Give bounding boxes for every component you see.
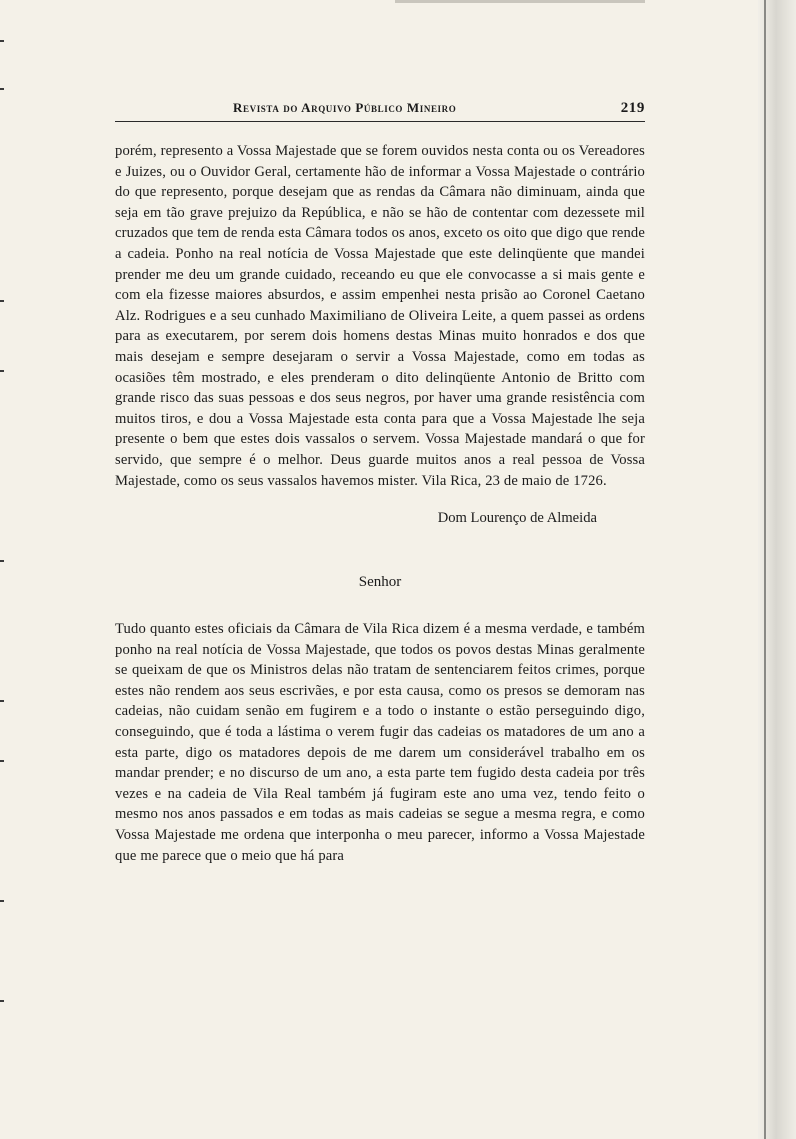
running-head <box>115 100 645 121</box>
scan-left-edge <box>0 0 6 1139</box>
letter-1-body: porém, represento a Vossa Majestade que se forem ouvidos nesta conta ou os Vereadores e Juizes, ou o Ouvidor Geral, certamente hão de informar a Vossa Majestade o contrário do que represento, porque desejam que as rendas da Câmara não diminuam, ainda que seja em tão grave prejuizo da República, e não se hão de contentar com dezessete mil cruzados que tem de renda esta Câmara todos os anos, exceto os oito que digo que rende a cadeia. Ponho na real notícia de Vossa Majestade que este delinqüente que mandei prender me deu um grande cuidado, receando eu que ele convocasse a si mais gente e com ela fizesse maiores absurdos, e assim empenhei nesta prisão ao Coronel Caetano Alz. Rodrigues e a seu cunhado Maximiliano de Oliveira Leite, a quem passei as ordens para as executarem, por serem dois homens destas Minas muito honrados e dos que mais desejam e sempre desejaram o servir a Vossa Majestade, como em todas as ocasiões têm mostrado, e eles prenderam o dito delinqüente Antonio de Britto com grande risco das suas pessoas e dos seus negros, por haver uma grande resistência com muitos tiros, e dou a Vossa Majestade esta conta para que a Vossa Majestade lhe seja presente o bem que estes dois vassalos o servem. Vossa Majestade mandará o que for servido, que sempre é o melhor. Deus guarde muitos anos a real pessoa de Vossa Majestade, como os seus vassalos havemos mister. Vila Rica, 23 de maio de 1726. <box>115 143 645 489</box>
header-rule <box>115 121 645 122</box>
journal-title: Revista do Arquivo Público Mineiro <box>233 100 457 115</box>
letter-2-body: Tudo quanto estes oficiais da Câmara de Vila Rica dizem é a mesma verdade, e também ponho na real notícia de Vossa Majestade, que todos os povos destas Minas geralmente se queixam de que os Ministros delas não tratam de sentenciarem feitos crimes, porque estes não rendem aos seus escrivães, e por esta causa, como os presos se demoram nas cadeias, não cuidam senão em fugirem e a todo o instante o estão perseguindo digo, conseguindo, que é toda a lástima o verem fugir das cadeias os matadores de um ano a esta parte, digo os matadores depois de me darem um considerável trabalho em os mandar prender; e no discurso de um ano, a esta parte tem fugido desta cadeia por três vezes e na cadeia de Vila Real também já fugiram este ano uma vez, tendo feito o mesmo nos anos passados e em todas as mais cadeias se segue a mesma regra, e como Vossa Majestade me ordena que interponha o meu parecer, informo a Vossa Majestade que me parece que o meio que há para <box>115 621 645 864</box>
signature: Dom Lourenço de Almeida <box>437 510 597 527</box>
document-page <box>115 100 645 866</box>
scan-right-line <box>764 0 766 1139</box>
scan-top-mark <box>395 0 645 3</box>
page-number: 219 <box>620 100 645 116</box>
salutation: Senhor <box>358 574 402 591</box>
